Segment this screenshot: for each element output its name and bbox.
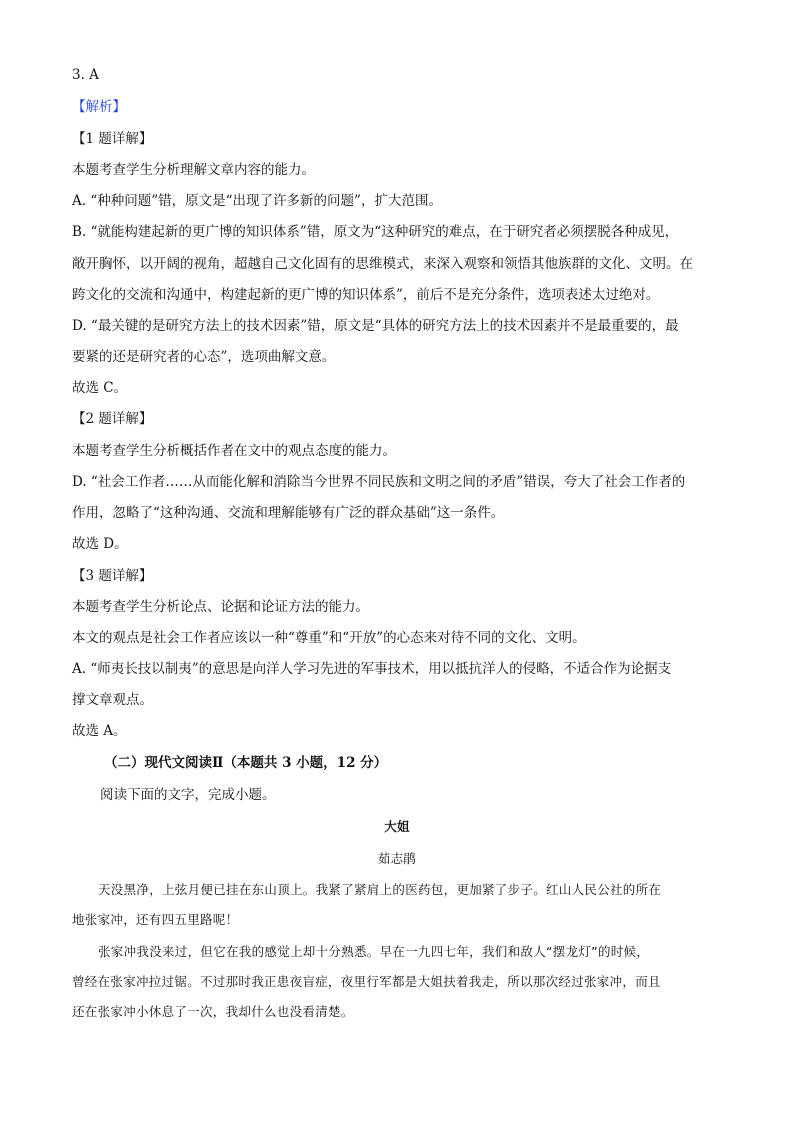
- q1-option-b-line1: B. “就能构建起新的更广博的知识体系”错，原文为“这种研究的难点，在于研究者必须摆脱各种成见，: [72, 224, 679, 240]
- q2-option-d-line2: 作用，忽略了“这种沟通、交流和理解能够有广泛的群众基础”这一条件。: [72, 505, 505, 521]
- story-paragraph-2-line1: 张家冲我没来过，但它在我的感觉上却十分熟悉。早在一九四七年，我们和敌人“摆龙灯”的时候，: [98, 944, 650, 959]
- q2-intro: 本题考查学生分析概括作者在文中的观点态度的能力。: [72, 443, 396, 459]
- q1-option-d-line2: 要紧的还是研究者的心态”，选项曲解文意。: [72, 349, 336, 365]
- q1-option-d-line1: D. “最关键的是研究方法上的技术因素”错，原文是“具体的研究方法上的技术因素并不是最重要的，最: [72, 318, 679, 334]
- q2-option-d-line1: D. “社会工作者……从而能化解和消除当今世界不同民族和文明之间的矛盾”错误，夸大了社会工作者的: [72, 474, 686, 490]
- q3-option-a-line2: 撑文章观点。: [72, 692, 153, 708]
- q3-header: 【3 题详解】: [72, 568, 153, 584]
- q2-header: 【2 题详解】: [72, 411, 153, 427]
- q1-choice: 故选 C。: [72, 380, 128, 396]
- q3-intro: 本题考查学生分析论点、论据和论证方法的能力。: [72, 599, 369, 615]
- q3-option-a-line1: A. “师夷长技以制夷”的意思是向洋人学习先进的军事技术，用以抵抗洋人的侵略，不适合作为论据支: [72, 661, 672, 677]
- q1-option-a: A. “种种问题”错，原文是“出现了许多新的问题”，扩大范围。: [72, 193, 442, 209]
- story-author: 茹志鹃: [377, 851, 417, 866]
- story-title: 大姐: [384, 819, 410, 834]
- story-paragraph-1-line2: 地张家冲，还有四五里路呢！: [72, 912, 239, 927]
- q2-choice: 故选 D。: [72, 536, 128, 552]
- story-paragraph-2-line3: 还在张家冲小休息了一次，我却什么也没看清楚。: [72, 1004, 354, 1019]
- analysis-header: 【解析】: [72, 99, 126, 115]
- q1-intro: 本题考查学生分析理解文章内容的能力。: [72, 162, 315, 178]
- answer-line: 3. A: [72, 67, 99, 83]
- section-title: （二）现代文阅读Ⅱ（本题共 3 小题，12 分）: [104, 755, 388, 771]
- story-paragraph-1-line1: 天没黑净，上弦月便已挂在东山顶上。我紧了紧肩上的医药包，更加紧了步子。红山人民公社的所在: [98, 882, 662, 897]
- q1-option-b-line2: 敞开胸怀，以开阔的视角，超越自己文化固有的思维模式，来深入观察和领悟其他族群的文化、文明。在: [72, 256, 693, 272]
- q1-option-b-line3: 跨文化的交流和沟通中，构建起新的更广博的知识体系”，前后不是充分条件，选项表述太过绝对。: [72, 287, 660, 303]
- story-paragraph-2-line2: 曾经在张家冲拉过锯。不过那时我正患夜盲症，夜里行军都是大姐扶着我走，所以那次经过张家冲，而且: [72, 974, 661, 989]
- q3-view: 本文的观点是社会工作者应该以一种“尊重”和“开放”的心态来对待不同的文化、文明。: [72, 630, 586, 646]
- q3-choice: 故选 A。: [72, 723, 127, 739]
- q1-header: 【1 题详解】: [72, 131, 153, 147]
- section-instruction: 阅读下面的文字，完成小题。: [100, 787, 276, 803]
